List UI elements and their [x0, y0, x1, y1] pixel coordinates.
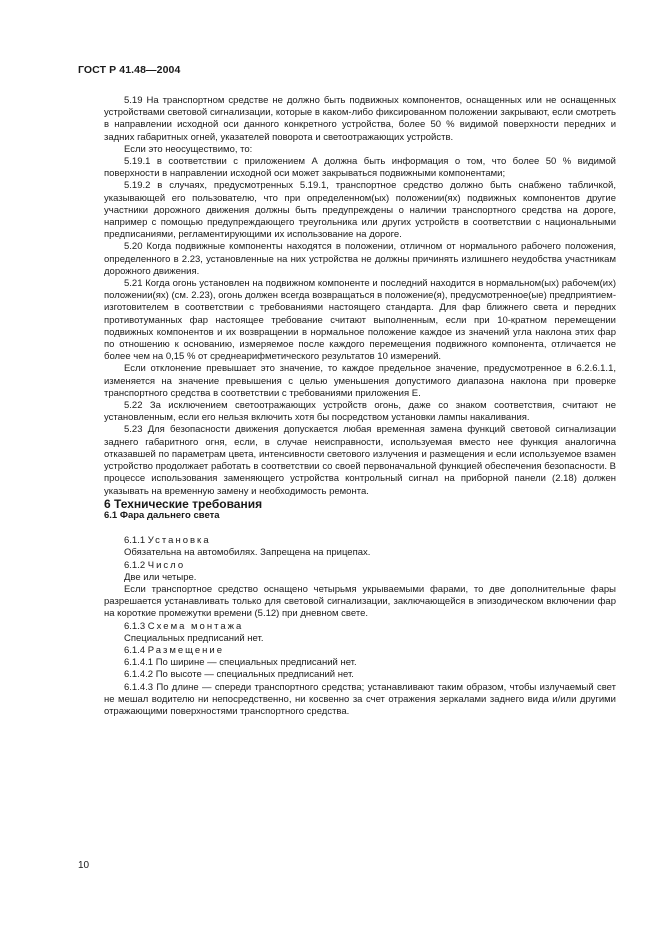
item-title: Размещение	[147, 644, 224, 656]
item-number: 6.1.4	[124, 644, 146, 656]
document-body	[104, 95, 616, 718]
paragraph-5-19-2: 5.19.2 в случаях, предусмотренных 5.19.1, транспортное средство должно быть снабжено табличкой, указывающей его пользователю, что при определенном(ых) положении(ях) подвижных компонентов другие участники дорожного движения должны быть предупреждены о наличии транспортного средства на дороге, например с помощью предупреждающего треугольника или других устройств в соответствии с национальными предписаниями, регламентирующими их использование на дороге.	[104, 180, 616, 241]
item-6-1-1	[104, 535, 616, 547]
item-title: Число	[147, 559, 186, 571]
item-title: Установка	[147, 535, 211, 547]
item-6-1-3-text: Специальных предписаний нет.	[124, 632, 264, 644]
paragraph-5-20: 5.20 Когда подвижные компоненты находятся в положении, отличном от нормального рабочего положения, определенного в 2.23, установленные на них устройства не должны причинять излишнего неудобства участникам дорожного движения.	[104, 241, 616, 277]
paragraph-5-19-condition: Если это неосуществимо, то:	[124, 143, 253, 155]
item-6-1-2	[104, 560, 616, 572]
paragraph-5-22: 5.22 За исключением светоотражающих устройств огонь, даже со знаком соответствия, считают не установленным, если его нельзя включить хотя бы посредством установки лампы накаливания.	[104, 400, 616, 424]
paragraph-5-21-deviation: Если отклонение превышает это значение, то каждое предельное значение, предусмотренное в 6.2.6.1.1, изменяется на значение превышения с целью уменьшения допустимого диапазона наклона при проверке транспортного средства в соответствии с требованиями приложения Е.	[104, 363, 616, 399]
section-6-heading: 6 Технические требования	[104, 496, 263, 511]
item-6-1-2-text-extra: Если транспортное средство оснащено четырьмя укрываемыми фарами, то две дополнительные фары разрешается устанавливать только для световой сигнализации, заключающейся в эпизодическом включении фар на короткие промежутки времени (5.12) при дневном свете.	[104, 583, 616, 620]
item-number: 6.1.1	[124, 535, 146, 547]
item-6-1-4-2: 6.1.4.2 По высоте — специальных предписаний нет.	[124, 669, 354, 681]
paragraph-5-21: 5.21 Когда огонь установлен на подвижном компоненте и последний находится в нормальном(ых) рабочем(их) положении(ях) (см. 2.23), огонь должен всегда возвращаться в положение(я), предусмотренное(ые) предприятием-изготовителем в соответствии с требованиями настоящего стандарта. Для фар ближнего света и передних противотуманных фар настоящее требование считают выполненным, если при 10-кратном перемещении подвижных компонентов и их возвращении в нормальное положение каждое из значений угла наклона этих фар по отношению к основанию, измеряемое после каждого перемещения подвижного компонента, отличается не более чем на 0,15 % от среднеарифметического результатов 10 измерений.	[104, 278, 616, 363]
item-6-1-4-1: 6.1.4.1 По ширине — специальных предписаний нет.	[124, 657, 357, 669]
item-6-1-4-3: 6.1.4.3 По длине — спереди транспортного средства; устанавливают таким образом, чтобы излучаемый свет не мешал водителю ни непосредственно, ни косвенно за счет отражения зеркалами заднего вида и/или другими отражающими поверхностями транспортного средства.	[104, 681, 616, 717]
item-title: Схема монтажа	[147, 620, 244, 632]
item-6-1-4	[104, 645, 616, 657]
paragraph-5-23: 5.23 Для безопасности движения допускается любая временная замена функций световой сигнализации заднего габаритного огня, если, в случае неисправности, используемая вместо нее функция аналогична отказавшей по параметрам цвета, интенсивности светового излучения и размещения и если используемое взамен устройство продолжает работать в соответствии со своей первоначальной функцией обеспечения безопасности. В процессе использования заменяющего устройства контрольный сигнал на приборной панели (2.18) должен указывать на временную замену и необходимость ремонта.	[104, 424, 616, 497]
paragraph-5-19-1: 5.19.1 в соответствии с приложением А должна быть информация о том, что более 50 % видимой поверхности в направлении исходной оси может закрываться подвижными компонентами;	[104, 156, 616, 180]
section-6-1-heading: 6.1 Фара дальнего света	[104, 509, 220, 521]
document-header: ГОСТ Р 41.48—2004	[78, 64, 181, 76]
item-6-1-1-text: Обязательна на автомобилях. Запрещена на прицепах.	[124, 547, 371, 559]
item-number: 6.1.2	[124, 559, 146, 571]
page-number: 10	[78, 860, 90, 871]
spacer	[104, 522, 616, 535]
paragraph-5-19: 5.19 На транспортном средстве не должно быть подвижных компонентов, оснащенных или не оснащенных устройствами световой сигнализации, которые в каком-либо фиксированном положении закрывают, если смотреть в направлении исходной оси данного конкретного устройства, более 50 % видимой поверхности передних и задних габаритных огней, указателей поворота и светоотражающих устройств.	[104, 95, 616, 143]
item-number: 6.1.3	[124, 620, 146, 632]
item-6-1-3	[104, 621, 616, 633]
item-6-1-2-text: Две или четыре.	[124, 571, 197, 583]
